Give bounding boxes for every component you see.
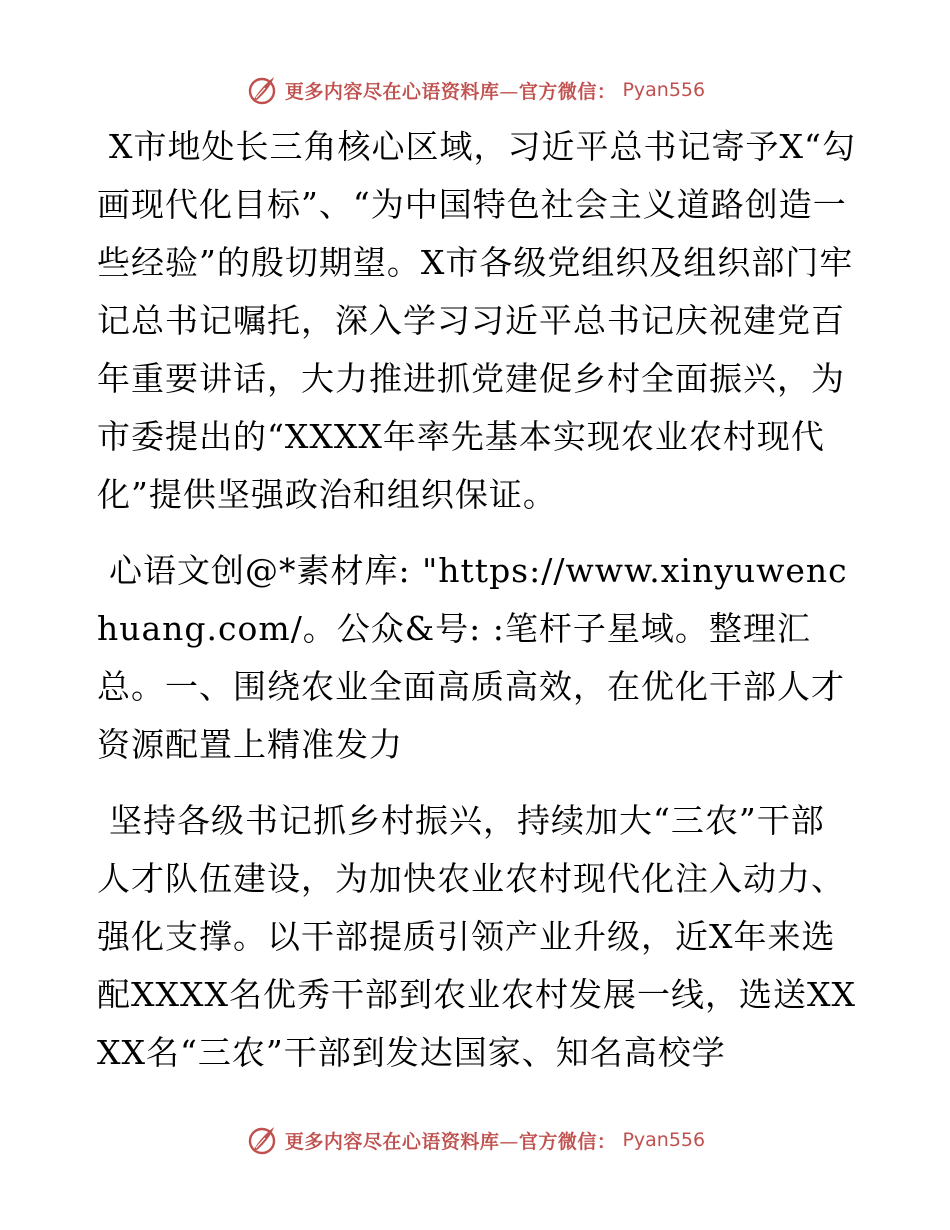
banner-official: 官方微信： <box>518 1130 617 1153</box>
footer-watermark-banner <box>0 1120 950 1160</box>
banner-separator: — <box>499 80 519 103</box>
banner-separator: — <box>499 1130 519 1153</box>
banner-official: 官方微信： <box>518 80 617 103</box>
paragraph-2: 心语文创@*素材库: "https://www.xinyuwenchuang.com/。公众&号: :笔杆子星域。整理汇总。一、围绕农业全面高质高效，在优化干部人才资源配置上精准发力 <box>97 551 848 764</box>
quill-pen-logo-icon <box>245 73 279 107</box>
banner-text: 更多内容尽在心语资料库 <box>284 1130 500 1153</box>
banner-wechat-id: Pyan556 <box>622 79 706 101</box>
paragraph-1: X市地处长三角核心区域，习近平总书记寄予X“勾画现代化目标”、“为中国特色社会主义道路创造一些经验”的殷切期望。X市各级党组织及组织部门牢记总书记嘱托，深入学习习近平总书记庆祝建党百年重要讲话，大力推进抓党建促乡村全面振兴，为市委提出的“XXXX年率先基本实现农业农村现代化”提供坚强政治和组织保证。 <box>97 127 856 514</box>
banner-label <box>285 77 617 104</box>
quill-pen-logo-icon <box>245 1123 279 1157</box>
header-watermark-banner <box>0 70 950 110</box>
document-body <box>97 118 857 1082</box>
banner-text: 更多内容尽在心语资料库 <box>284 80 500 103</box>
paragraph-3: 坚持各级书记抓乡村振兴，持续加大“三农”干部人才队伍建设，为加快农业农村现代化注入动力、强化支撑。以干部提质引领产业升级，近X年来选配XXXX名优秀干部到农业农村发展一线，选送XXXX名“三农”干部到发达国家、知名高校学 <box>97 801 856 1072</box>
banner-wechat-id: Pyan556 <box>622 1129 706 1151</box>
banner-label <box>285 1127 617 1154</box>
